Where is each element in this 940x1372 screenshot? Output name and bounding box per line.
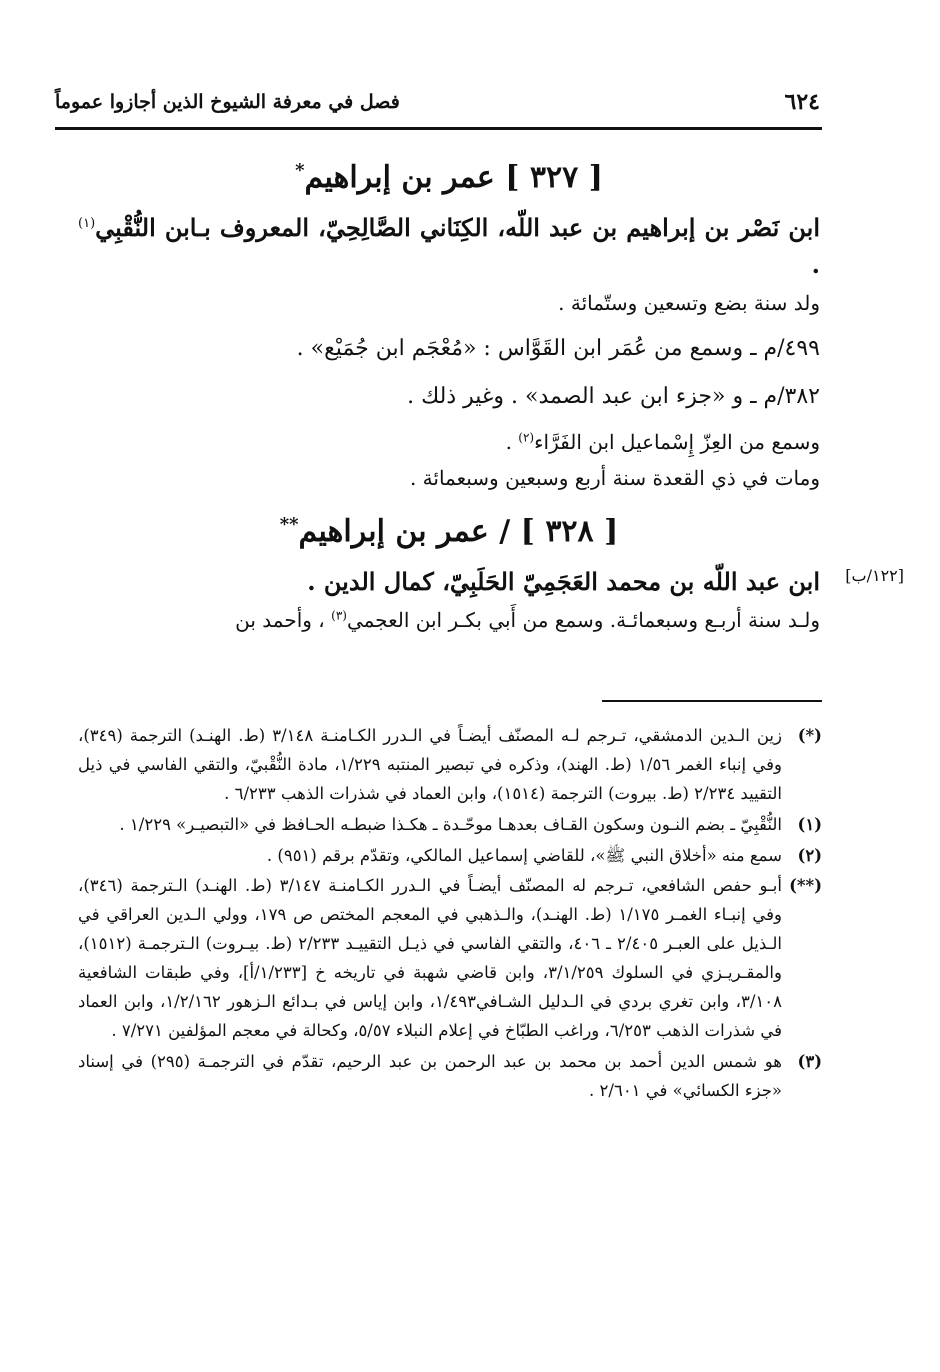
entry-328-birth-end: ، وأحمد بن xyxy=(235,607,332,632)
main-text xyxy=(78,140,820,640)
footnote-marker: (٢) xyxy=(797,845,822,865)
footnote-text: زين الـدين الدمشقي، تـرجم لـه المصنّف أيضـاً في الـدرر الكـامنـة ٣/١٤٨ (ط. الهنـد) الترجمة (٣٤٩)، وفي إنباء الغمر ١/٥٦ (ط. الهند)، وذكره في تبصير المنتبه ١/٢٢٩، مادة النُّقْبيّ، والتقي الفاسي في ذيل التقييد ٢/٢٣٤ (ط. بيروت) الترجمة (١٥١٤)، وابن العماد في شذرات الذهب ٦/٢٣٣ . xyxy=(78,726,782,803)
entry-327-death: ومات في ذي القعدة سنة أربع وسبعين وسبعمائة . xyxy=(409,465,820,490)
footnotes xyxy=(78,722,822,1107)
footnote xyxy=(78,842,822,871)
entry-327-heard-3-text: وسمع من العِزّ إِسْماعيل ابن الفَرَّاء xyxy=(534,429,820,454)
footnote-text: هو شمس الدين أحمد بن محمد بن عبد الرحمن بن عبد الرحيم، تقدّم في الترجمـة (٢٩٥) في إسناد «جزء الكسائي» في ٢/٦٠١ . xyxy=(78,1051,782,1100)
footnote xyxy=(78,722,822,809)
entry-327-title-mark: * xyxy=(295,160,305,181)
footnote-ref-1: (١) xyxy=(78,216,96,231)
page-header xyxy=(55,82,820,122)
entry-327-name-text: ابن نَصْر بن إبراهيم بن عبد اللّه، الكِنَاني الصَّالِحِيّ، المعروف بـابن النُّقْبِي xyxy=(95,213,820,242)
entry-328-title-mark: ** xyxy=(279,513,299,535)
footnote-marker: (**) xyxy=(789,876,822,896)
footnote-marker: (*) xyxy=(797,726,822,745)
footnote-rule xyxy=(602,700,822,702)
entry-328-title xyxy=(78,514,820,549)
footnote-ref-2: (٢) xyxy=(518,430,535,445)
entry-327-heard-2: ٣٨٢/م ـ و «جزء ابن عبد الصمد» . وغير ذلك . xyxy=(407,383,820,409)
footnote xyxy=(78,1048,822,1106)
entry-327-title xyxy=(78,160,820,195)
entry-327-title-text: [ ٣٢٧ ] عمر بن إبراهيم xyxy=(304,160,603,195)
running-head: فصل في معرفة الشيوخ الذين أجازوا عموماً xyxy=(55,91,400,113)
footnote-ref-3: (٣) xyxy=(331,608,347,623)
entry-327-heard-1: ٤٩٩/م ـ وسمع من عُمَر ابن القَوَّاس : «مُعْجَم ابن جُمَيْع» . xyxy=(296,336,820,362)
footnote-text: سمع منه «أخلاق النبي ﷺ»، للقاضي إسماعيل المالكي، وتقدّم برقم (٩٥١) . xyxy=(266,845,782,865)
footnote-text: النُّقْبِيّ ـ بضم النـون وسكون القـاف بعدهـا موحّـدة ـ هكـذا ضبطـه الحـافظ في «التبصيـر» ١/٢٢٩ . xyxy=(119,814,782,834)
footnote-marker: (١) xyxy=(797,814,822,834)
entry-327-name-end: . xyxy=(811,250,820,280)
entry-327-name xyxy=(78,209,820,283)
footnote xyxy=(78,872,822,1045)
page-number: ٦٢٤ xyxy=(784,89,820,115)
entry-328-title-text: [ ٣٢٨ ] / عمر بن إبراهيم xyxy=(298,513,619,549)
footnote-marker: (٣) xyxy=(797,1051,822,1071)
margin-folio-note: [١٢٢/ب] xyxy=(845,566,904,585)
footnote xyxy=(78,811,822,840)
entry-327-heard-3 xyxy=(78,426,820,458)
entry-328-name: ابن عبد اللّه بن محمد العَجَمِيّ الحَلَبِيّ، كمال الدين . xyxy=(307,566,820,596)
entry-327-heard-3-end: . xyxy=(505,429,519,454)
entry-328-birth-text: ولـد سنة أربـع وسبعمائـة. وسمع من أَبي بكـر ابن العجمي xyxy=(346,607,820,632)
footnote-text: أبـو حفص الشافعي، تـرجم له المصنّف أيضـاً في الـدرر الكـامنـة ٣/١٤٧ (ط. الهنـد) الـترجمة (٣٤٦)، وفي إنبـاء الغمـر ١/١٧٥ (ط. الهنـد)، والـذهبي في المعجم المختص ص ١٧٩، وولي الـدين العراقي في الـذيل على العبـر ٢/٤٠٥ ـ ٤٠٦، والتقي الفاسي في ذيـل التقييـد ٢/٢٣٣ (ط. بيـروت) الـترجمـة (١٥١٢)، والمقـريـزي في السلوك ٣/١/٢٥٩، وابن قاضي شهبة في تاريخه خ [١/٢٣٣/أ]، وفي طبقات الشافعية ٣/١٠٨، وابن تغري بردي في الـدليل الشـافي١/٤٩٣، وابن إياس في بـدائع الـزهور ١/٢/١٦٢، وابن العماد في شذرات الذهب ٦/٢٥٣، وراغب الطبّاخ في إعلام النبلاء ٥/٥٧، وكحالة في معجم المؤلفين ٧/٢٧١ . xyxy=(78,876,782,1040)
entry-327-birth: ولد سنة بضع وتسعين وستّمائة . xyxy=(558,291,820,316)
header-rule xyxy=(55,127,822,130)
entry-328-birth xyxy=(78,604,820,636)
